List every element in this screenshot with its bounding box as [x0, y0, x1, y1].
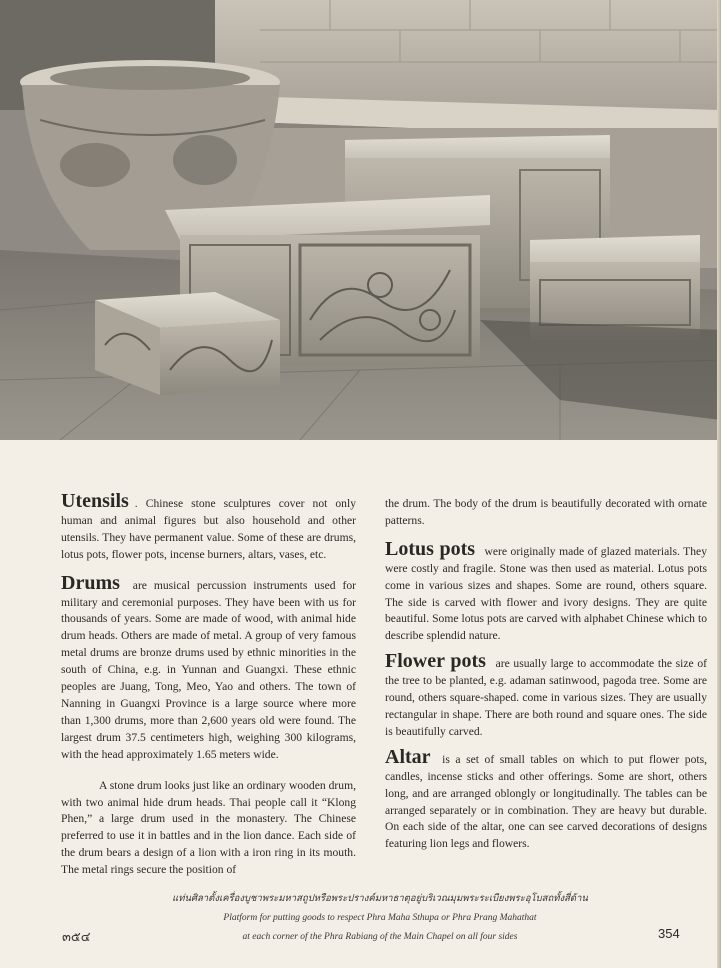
photo-stone-platforms [0, 0, 721, 440]
caption-line-1: Platform for putting goods to respect Phra Maha Sthupa or Phra Prang Mahathat [223, 913, 537, 923]
page-number: 354 [658, 926, 680, 941]
right-column [385, 496, 707, 853]
caption-line-2: at each corner of the Phra Rabiang of the Main Chapel on all four sides [242, 932, 518, 942]
lotus-heading: Lotus pots [385, 537, 476, 560]
photo-caption [140, 890, 620, 947]
flower-text: are usually large to accommodate the size of the tree to be planted, e.g. adaman satinwood, pagoda tree. Some are round, others square-shaped. come in various sizes. They are usually rectangular in shape. There are both round and square ones. The side is beautifully carved. [385, 657, 707, 738]
flower-paragraph [385, 650, 707, 741]
drums-heading: Drums [61, 571, 120, 594]
utensils-heading: Utensils [61, 490, 129, 512]
drum-continuation: the drum. The body of the drum is beautifully decorated with ornate patterns. [385, 497, 707, 527]
drums-text: are musical percussion instruments used for military and ceremonial purposes. They have been with us for thousands of years. Some are made of wood, with animal hide drum heads. Others are made of metal. A group of very famous metal drums are bronze drums used by ethnic minorities in the south of China, e.g. in Yunnan and Guangxi. These ethnic peoples are Juang, Tong, Meo, Yao and others. The town of Nanning in Guangxi Province is a large source where more than 1,300 drums, more than 2,600 years old were found. The largest drum 37.5 centimeters high, weighing 300 kilograms, with the head approximately 1.65 meters wide. [61, 578, 356, 761]
page-edge [717, 0, 721, 968]
caption-thai: แท่นศิลาตั้งเครื่องบูชาพระมหาสถูปหรือพระปรางค์มหาธาตุอยู่บริเวณมุมพระระเบียงพระอุโบสถทั้งสี่ด้าน [172, 894, 588, 904]
photo-illustration [0, 0, 721, 440]
lotus-paragraph [385, 537, 707, 645]
page-number-thai: ๓๕๔ [62, 930, 91, 945]
altar-heading: Altar [385, 745, 431, 768]
left-column [61, 490, 356, 879]
altar-paragraph [385, 745, 708, 853]
flower-heading: Flower pots [385, 650, 486, 673]
altar-text: is a set of small tables on which to put flower pots, candles, incense sticks and other offerings. Some are short, others long, and are arranged oblongly or longitudinally. The tables can be arranged separately or in combination. They are heavy but durable. On each side of the altar, one can see carved decorations of designs featuring lion legs and flowers. [385, 752, 708, 851]
stone-drum-paragraph: A stone drum looks just like an ordinary wooden drum, with two animal hide drum heads. Thai people call it “Klong Phen,” a large drum used in the monastery. The Chinese preferred to use it in battles and in the lion dance. Each side of the drum bears a design of a lion with a iron ring in its mouth. The metal rings secure the position of [61, 778, 356, 877]
utensils-text: . Chinese stone sculptures cover not only human and animal figures but also household and other utensils. They have permanent value. Some of these are drums, lotus pots, flower pots, incense burners, altars, vases, etc. [61, 497, 356, 561]
drums-paragraph [61, 571, 356, 764]
lotus-text: were originally made of glazed materials. They were costly and fragile. Stone was then used as material. Lotus pots come in various sizes and shapes. Some are round, others square. The side is carved with flower and ivory designs. They are quite beautiful. Some lotus pots are carved with alphabet Chinese which to describe splendid nature. [385, 544, 707, 643]
utensils-paragraph [61, 490, 356, 564]
